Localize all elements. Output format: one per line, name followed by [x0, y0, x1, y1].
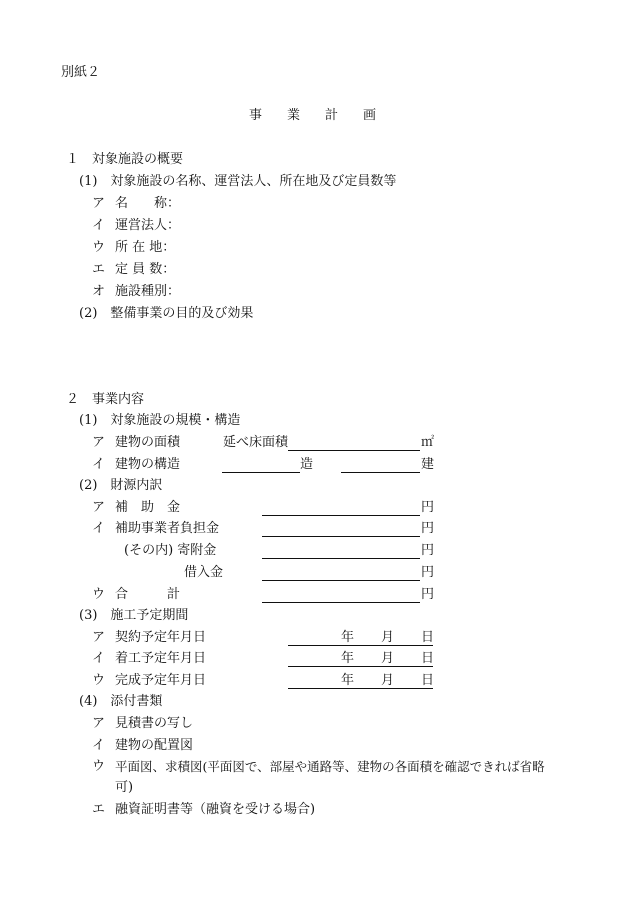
area-unit: ㎡ — [421, 435, 435, 450]
loan-label: 借入金 — [184, 565, 224, 580]
item-mark: ウ — [92, 587, 106, 602]
donation-label: (その内) 寄附金 — [124, 543, 217, 558]
year-unit: 年 — [341, 630, 355, 645]
month-unit: 月 — [381, 630, 395, 645]
year-unit: 年 — [341, 673, 355, 688]
address-label: 所 在 地： — [115, 240, 176, 255]
title-char: 事 — [249, 108, 263, 123]
document-reference: 別紙２ — [61, 65, 101, 80]
month-unit: 月 — [381, 673, 395, 688]
title-char: 画 — [363, 108, 377, 123]
subsidy-label: 補 助 金 — [115, 500, 181, 515]
start-date-field[interactable] — [288, 666, 433, 667]
completion-date-field[interactable] — [288, 688, 433, 689]
item-mark: イ — [92, 218, 106, 233]
total-label: 合 計 — [115, 587, 181, 602]
attachments-heading: (4) 添付書類 — [79, 694, 163, 709]
operator-share-label: 補助事業者負担金 — [115, 521, 220, 536]
day-unit: 日 — [421, 673, 435, 688]
operator-label: 運営法人： — [115, 218, 181, 233]
item-mark: ア — [92, 716, 106, 731]
yen-unit: 円 — [421, 521, 435, 536]
area-label: 建物の面積 — [115, 435, 181, 450]
facility-name-label: 名 称： — [115, 196, 181, 211]
yen-unit: 円 — [421, 543, 435, 558]
structure-unit: 造 — [300, 457, 314, 472]
scale-heading: (1) 対象施設の規模・構造 — [79, 413, 241, 428]
item-mark: ウ — [92, 240, 106, 255]
yen-unit: 円 — [421, 565, 435, 580]
item-mark: イ — [92, 457, 106, 472]
item-mark: ア — [92, 435, 106, 450]
section-1-sub2: (2) 整備事業の目的及び効果 — [79, 306, 254, 321]
floors-unit: 建 — [421, 457, 435, 472]
structure-label: 建物の構造 — [115, 457, 181, 472]
facility-type-label: 施設種別： — [115, 284, 181, 299]
completion-date-label: 完成予定年月日 — [115, 673, 207, 688]
attachment-loan-cert: 融資証明書等（融資を受ける場合) — [115, 802, 316, 817]
yen-unit: 円 — [421, 587, 435, 602]
donation-field[interactable] — [262, 558, 420, 559]
schedule-heading: (3) 施工予定期間 — [79, 608, 189, 623]
title-char: 業 — [287, 108, 301, 123]
floor-area-label: 延べ床面積 — [223, 435, 289, 450]
section-1-sub1: (1) 対象施設の名称、運営法人、所在地及び定員数等 — [79, 174, 397, 189]
operator-share-field[interactable] — [262, 536, 420, 537]
item-mark: ア — [92, 196, 106, 211]
yen-unit: 円 — [421, 500, 435, 515]
item-mark: オ — [92, 284, 106, 299]
finance-heading: (2) 財源内訳 — [79, 478, 163, 493]
attachment-layout: 建物の配置図 — [115, 738, 194, 753]
start-date-label: 着工予定年月日 — [115, 651, 207, 666]
item-mark: イ — [92, 651, 106, 666]
item-mark: エ — [92, 262, 106, 277]
floor-area-field[interactable] — [288, 450, 420, 451]
attachment-estimate: 見積書の写し — [115, 716, 194, 731]
contract-date-label: 契約予定年月日 — [115, 630, 207, 645]
item-mark: エ — [92, 802, 106, 817]
year-unit: 年 — [341, 651, 355, 666]
item-mark: ア — [92, 630, 106, 645]
document-title — [249, 108, 401, 124]
item-mark: イ — [92, 738, 106, 753]
month-unit: 月 — [381, 651, 395, 666]
day-unit: 日 — [421, 651, 435, 666]
section-2-heading: ２ 事業内容 — [66, 392, 145, 407]
title-char: 計 — [325, 108, 339, 123]
loan-field[interactable] — [262, 580, 420, 581]
item-mark: イ — [92, 521, 106, 536]
item-mark: ア — [92, 500, 106, 515]
item-mark: ウ — [92, 673, 106, 688]
total-field[interactable] — [262, 602, 420, 603]
attachment-floorplan-cont: 可) — [115, 780, 134, 795]
day-unit: 日 — [421, 630, 435, 645]
item-mark: ウ — [92, 759, 106, 774]
floors-field[interactable] — [341, 472, 420, 473]
section-1-heading: １ 対象施設の概要 — [66, 152, 184, 167]
subsidy-amount-field[interactable] — [262, 515, 420, 516]
attachment-floorplan: 平面図、求積図(平面図で、部屋や通路等、建物の各面積を確認できれば省略 — [115, 759, 545, 774]
capacity-label: 定 員 数： — [115, 262, 176, 277]
structure-type-field[interactable] — [222, 472, 300, 473]
contract-date-field[interactable] — [288, 645, 433, 646]
